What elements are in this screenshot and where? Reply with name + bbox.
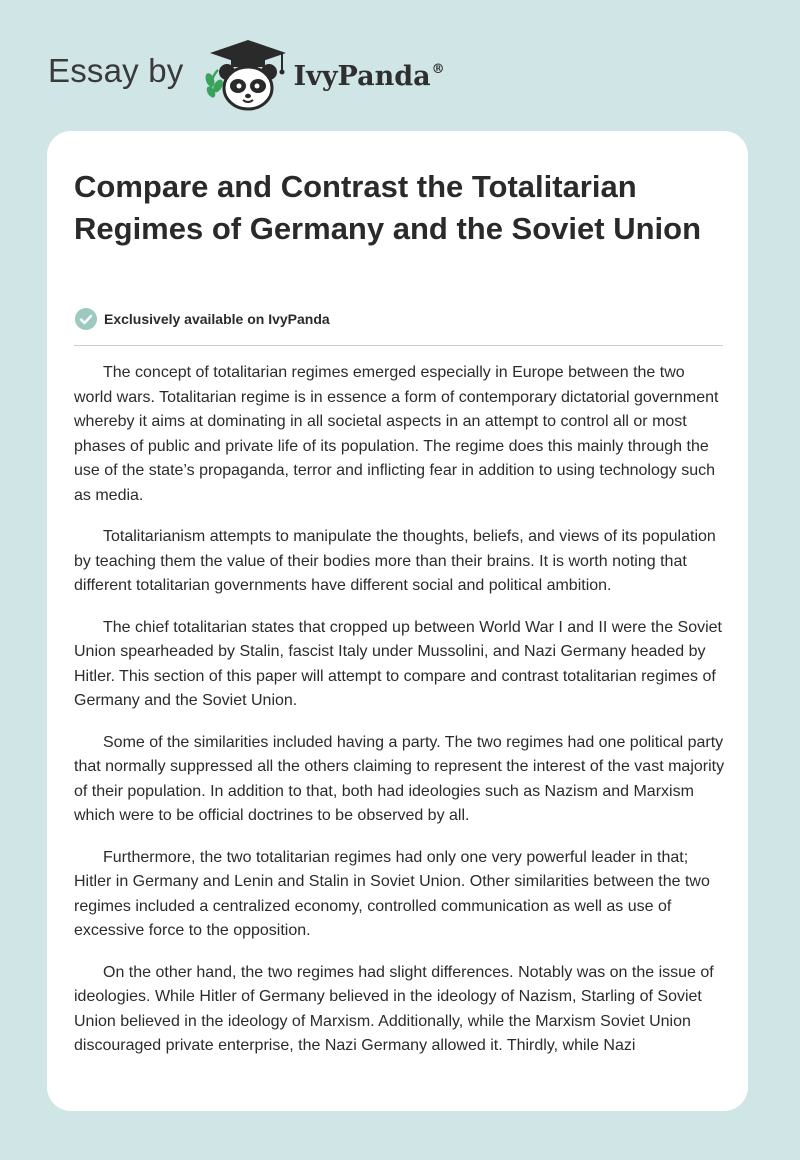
exclusive-badge-text: Exclusively available on IvyPanda — [104, 311, 330, 327]
exclusive-badge — [74, 307, 330, 331]
check-circle-icon — [74, 307, 98, 331]
paragraph: Totalitarianism attempts to manipulate the thoughts, beliefs, and views of its population by teaching them the value of their bodies more than their brains. It is worth noting that different totalitarian governments have different social and political ambition. — [74, 528, 716, 594]
paragraph: The concept of totalitarian regimes emerged especially in Europe between the two world wars. Totalitarian regime is in essence a form of contemporary dictatorial government whereby it aims at dominating in all societal aspects in an attempt to control all or most phases of public and private life of its population. The regime does this mainly through the use of the state’s propaganda, terror and inflicting fear in addition to using technology such as media. — [74, 364, 719, 504]
essay-title: Compare and Contrast the Totalitarian Regimes of Germany and the Soviet Union — [74, 169, 702, 246]
divider — [74, 345, 723, 346]
panda-graduation-cap-icon[interactable] — [198, 36, 290, 112]
paragraph: On the other hand, the two regimes had slight differences. Notably was on the issue of ideologies. While Hitler of Germany believed in the ideology of Nazism, Starling of Soviet Union believed in the ideology of Marxism. Additionally, while the Marxism Soviet Union discouraged private enterprise, the Nazi Germany allowed it. Thirdly, while Nazi — [74, 963, 714, 1054]
brand-text: IvyPanda — [293, 60, 431, 92]
paragraph: The chief totalitarian states that cropped up between World War I and II were the Soviet Union spearheaded by Stalin, fascist Italy under Mussolini, and Nazi Germany headed by Hitler. This section of this paper will attempt to compare and contrast totalitarian regimes of Germany and the Soviet Union. — [74, 618, 722, 709]
essay-body — [74, 361, 725, 1076]
brand-name[interactable] — [294, 61, 445, 92]
site-header — [48, 36, 445, 112]
essay-by-label: Essay by — [48, 52, 184, 89]
registered-mark: ® — [431, 61, 445, 77]
paragraph: Some of the similarities included having a party. The two regimes had one political party that normally suppressed all the others claiming to represent the interest of the vast majority of their population. In addition to that, both had ideologies such as Nazism and Marxism which were to be official doctrines to be observed by all. — [74, 733, 725, 824]
essay-card — [47, 131, 748, 1111]
paragraph: Furthermore, the two totalitarian regimes had only one very powerful leader in that; Hitler in Germany and Lenin and Stalin in Soviet Union. Other similarities between the two regimes included a centralized economy, controlled communication as well as use of excessive force to the opposition. — [74, 848, 710, 939]
